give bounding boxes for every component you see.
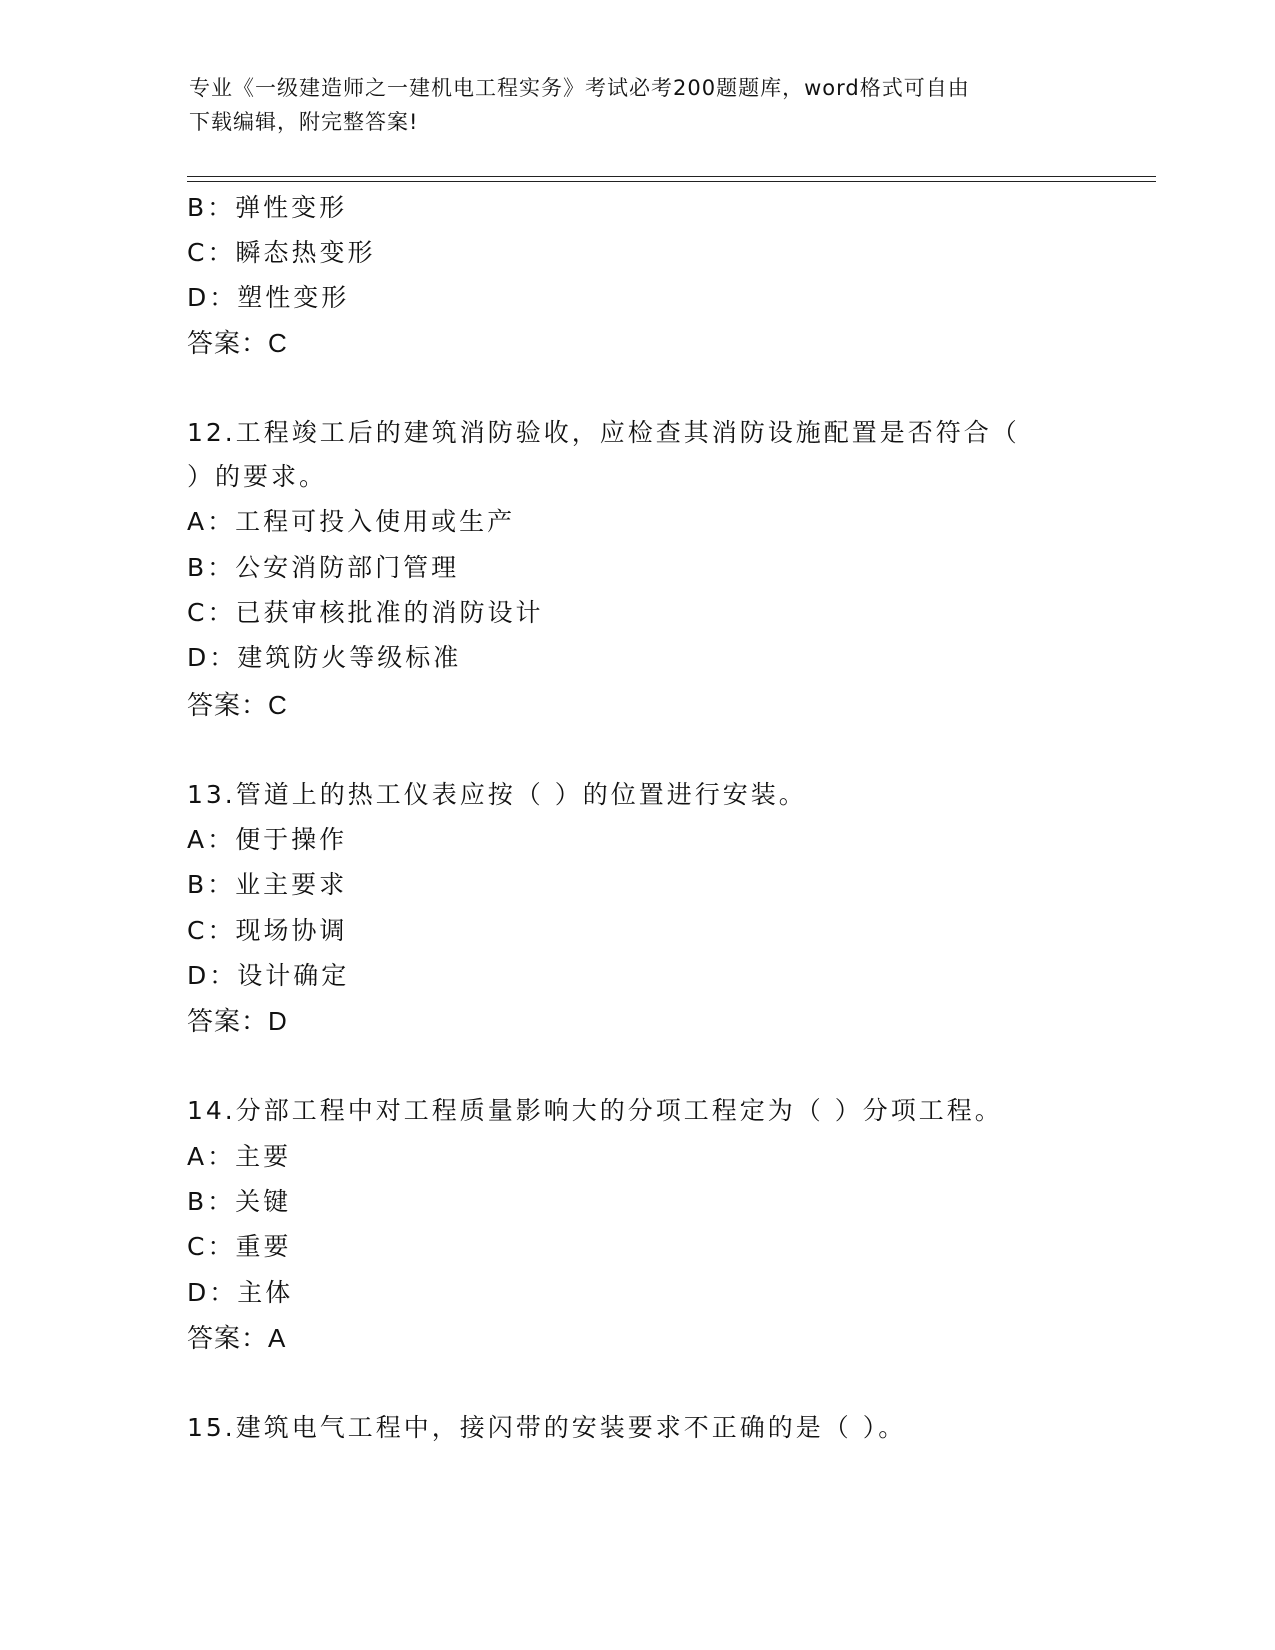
q13-option-c: C：现场协调: [187, 916, 348, 945]
q14-option-a: A：主要: [187, 1142, 292, 1171]
q15-stem: 15.建筑电气工程中，接闪带的安装要求不正确的是（ ）。: [187, 1413, 907, 1442]
q11-option-c: C：瞬态热变形: [187, 238, 376, 267]
q11-option-b: B：弹性变形: [187, 193, 348, 222]
q12-answer: 答案：C: [187, 690, 288, 720]
q12-option-d: D：建筑防火等级标准: [187, 643, 462, 672]
q12-stem-line-2: ）的要求。: [187, 462, 328, 491]
document-header-line-2: 下载编辑，附完整答案!: [189, 110, 419, 134]
header-divider-top: [187, 176, 1156, 177]
document-header-line-1: 专业《一级建造师之一建机电工程实务》考试必考200题题库，word格式可自由: [189, 76, 970, 100]
header-divider-bottom: [187, 181, 1156, 182]
q12-stem-line-1: 12.工程竣工后的建筑消防验收，应检查其消防设施配置是否符合（: [187, 418, 1020, 447]
q13-option-a: A：便于操作: [187, 825, 348, 854]
q13-answer: 答案：D: [187, 1006, 288, 1036]
q14-stem: 14.分部工程中对工程质量影响大的分项工程定为（ ）分项工程。: [187, 1096, 1003, 1125]
q12-option-c: C：已获审核批准的消防设计: [187, 598, 544, 627]
q14-option-d: D：主体: [187, 1278, 294, 1307]
q14-answer: 答案：A: [187, 1323, 287, 1353]
q12-option-b: B：公安消防部门管理: [187, 553, 460, 582]
q13-stem: 13.管道上的热工仪表应按（ ）的位置进行安装。: [187, 780, 807, 809]
q13-option-d: D：设计确定: [187, 961, 350, 990]
q14-option-b: B：关键: [187, 1187, 292, 1216]
q12-option-a: A：工程可投入使用或生产: [187, 507, 516, 536]
q14-option-c: C：重要: [187, 1232, 292, 1261]
q13-option-b: B：业主要求: [187, 870, 348, 899]
q11-answer: 答案：C: [187, 328, 288, 358]
q11-option-d: D：塑性变形: [187, 283, 350, 312]
